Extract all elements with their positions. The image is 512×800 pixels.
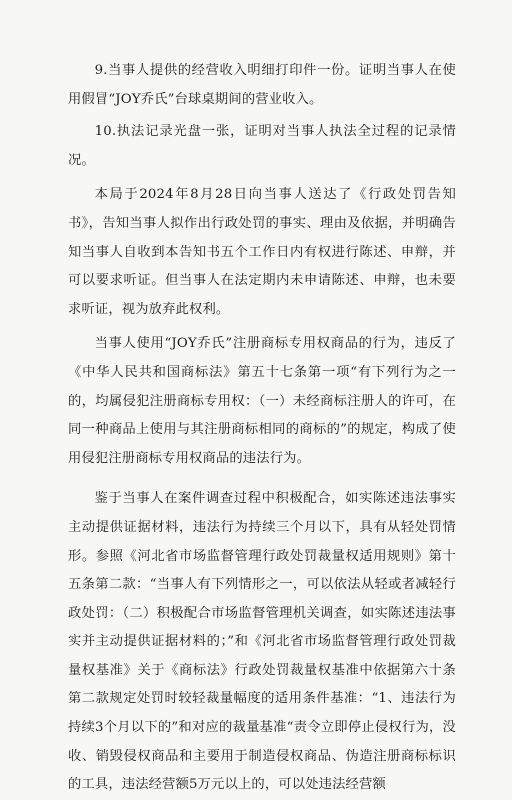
paragraph-evidence-10: 10.执法记录光盘一张，证明对当事人执法全过程的记录情况。 [68, 124, 456, 168]
paragraph-notice-delivery: 本局于2024年8月28日向当事人送达了《行政处罚告知书》，告知当事人拟作出行政处罚的事实、理由及依据，并明确告知当事人自收到本告知书五个工作日内有权进行陈述、申辩，并可以要求听证。但当事人在法定期内未申请陈述、申辩，也未要求听证，视为放弃此权利。 [68, 187, 456, 317]
paragraph-violation-finding: 当事人使用“JOY乔氏”注册商标专用权商品的行为，违反了《中华人民共和国商标法》第五十七条第一项“有下列行为之一的，均属侵犯注册商标专用权：（一）未经商标注册人的许可，在同一种商品上使用与其注册商标相同的商标的”的规定，构成了使用侵犯注册商标专用权商品的违法行为。 [68, 336, 456, 466]
paragraph-lenient-penalty: 鉴于当事人在案件调查过程中积极配合，如实陈述违法事实主动提供证据材料，违法行为持续三个月以下，具有从轻处罚情形。参照《河北省市场监督管理行政处罚裁量权适用规则》第十五条第二款：“当事人有下列情形之一，可以依法从轻或者减轻行政处罚：（二）积极配合市场监督管理机关调查，如实陈述违法事实并主动提供证据材料的；”和《河北省市场监督管理行政处罚裁量权基准》关于《商标法》行政处罚裁量权基准中依据第六十条第二款规定处罚时较轻裁量幅度的适用条件基准：“1、违法行为持续3个月以下的”和对应的裁量基准“责令立即停止侵权行为，没收、销毁侵权商品和主要用于制造侵权商品、伪造注册商标标识的工具，违法经营额5万元以上的，可以处违法经营额 [68, 491, 456, 793]
paragraph-evidence-9: 9.当事人提供的经营收入明细打印件一份。证明当事人在使用假冒“JOY乔氏”台球桌期间的营业收入。 [68, 63, 456, 107]
